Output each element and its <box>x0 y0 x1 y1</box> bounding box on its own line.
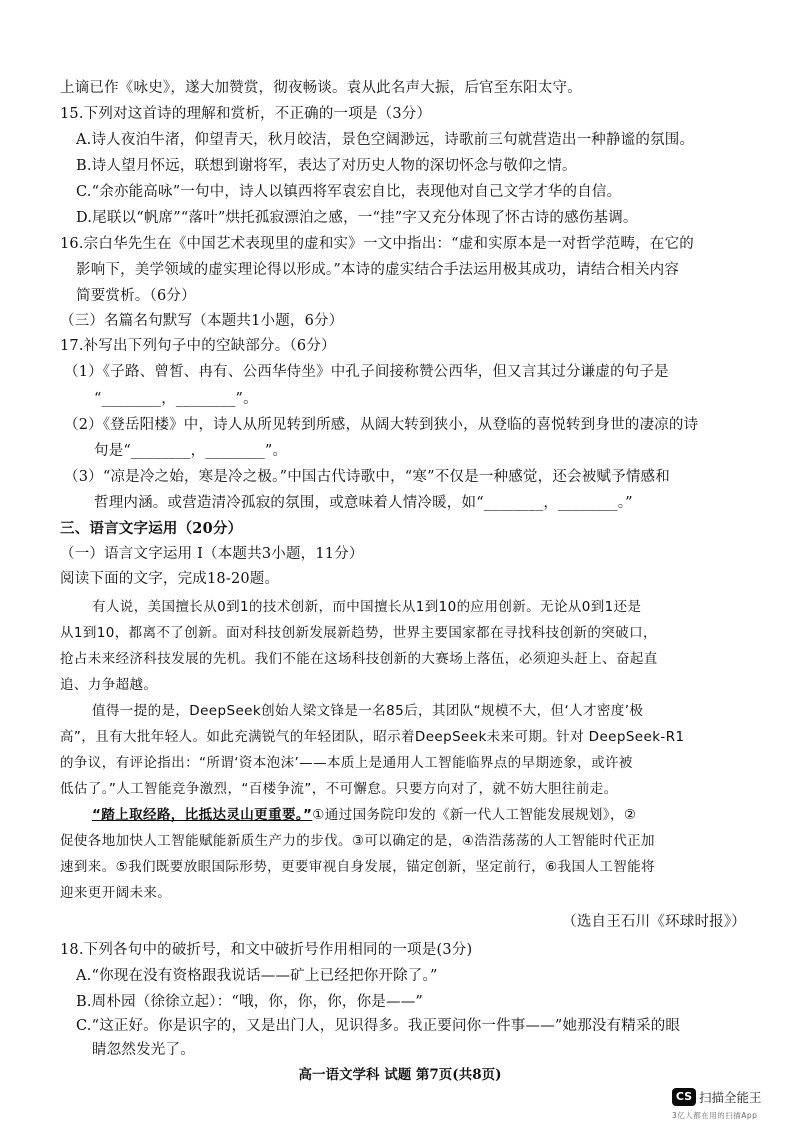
scanner-watermark <box>672 1086 784 1121</box>
passage-p3-line-1 <box>92 805 782 825</box>
q18-option-a: A.“你现在没有资格跟我说话——矿上已经把你开除了。” <box>76 968 438 984</box>
passage-note: 上谪已作《咏史》，遂大加赞赏，彻夜畅谈。袁从此名声大振，后官至东阳太守。 <box>60 80 582 96</box>
passage-p2-line-4: 低估了。”人工智能竞争激烈，“百楼争流”，不可懈怠。只要方向对了，就不妨大胆往前走。 <box>60 781 618 797</box>
brand-tagline: 3亿人都在用的扫描App <box>672 1110 758 1120</box>
q17-item-1-blanks: “________，________”。 <box>94 391 258 407</box>
reading-instruction: 阅读下面的文字，完成18-20题。 <box>60 571 280 587</box>
underlined-quote: “踏上取经路，比抵达灵山更重要。” <box>92 807 313 823</box>
q17-item-3-blanks: 哲理内涵。或营造清冷孤寂的氛围，或意味着人情冷暖，如“________，________。” <box>94 495 633 511</box>
q15-option-b: B.诗人望月怀远，联想到谢将军，表达了对历史人物的深切怀念与敬仰之情。 <box>76 158 577 174</box>
page-footer: 高一语文学科 试题 第7页(共8页) <box>298 1067 502 1083</box>
q17-item-1: （1）《子路、曾皙、冉有、公西华侍坐》中孔子间接称赞公西华，但又言其过分谦虚的句子是 <box>64 364 669 380</box>
question-16-line-3: 简要赏析。（6分） <box>76 288 196 304</box>
q15-option-a: A.诗人夜泊牛渚，仰望青天，秋月皎洁，景色空阔渺远，诗歌前三句就营造出一种静谧的氛围。 <box>76 132 695 148</box>
passage-p1-line-4: 追、力争超越。 <box>60 677 158 693</box>
brand-name: 扫描全能王 <box>699 1089 762 1105</box>
q17-item-2: （2）《登岳阳楼》中，诗人从所见转到所感，从阔大转到狭小，从登临的喜悦转到身世的凄凉的诗 <box>64 417 699 433</box>
question-17-stem: 17.补写出下列句子中的空缺部分。（6分） <box>60 338 336 354</box>
passage-p2-line-1: 值得一提的是，DeepSeek创始人梁文锋是一名85后，其团队“规模不大，但‘人才密度’极 <box>92 703 644 719</box>
passage-p2-line-2: 高”，且有大批年轻人。如此充满锐气的年轻团队，昭示着DeepSeek未来可期。针对 DeepSeek-R1 <box>60 729 685 745</box>
passage-source: （选自王石川《环球时报》） <box>562 914 746 930</box>
question-15-stem: 15.下列对这首诗的理解和赏析，不正确的一项是（3分） <box>60 106 432 122</box>
q15-option-c: C.“余亦能高咏”一句中，诗人以镇西将军袁宏自比，表现他对自己文学才华的自信。 <box>76 184 622 200</box>
q17-item-3: （3）“凉是冷之始，寒是冷之极。”中国古代诗歌中，“寒”不仅是一种感觉，还会被赋予情感和 <box>64 469 670 485</box>
passage-p3-line-3: 速到来。⑤我们既要放眼国际形势，更要审视自身发展，锚定创新，坚定前行，⑥我国人工智能将 <box>60 859 655 875</box>
passage-p1-line-1: 有人说，美国擅长从0到1的技术创新，而中国擅长从1到10的应用创新。无论从0到1还是 <box>92 599 642 615</box>
passage-p3-line-2: 促使各地加快人工智能赋能新质生产力的步伐。③可以确定的是，④浩浩荡荡的人工智能时代正加 <box>60 833 655 849</box>
passage-p1-line-2: 从1到10，都离不了创新。面对科技创新发展新趋势，世界主要国家都在寻找科技创新的突破口， <box>60 625 657 641</box>
passage-p3-line-4: 迎来更开阔未来。 <box>60 885 172 901</box>
q18-option-c-line-2: 睛忽然发光了。 <box>92 1042 195 1058</box>
passage-p2-line-3: 的争议，有评论指出：“所谓‘资本泡沫’——本质上是通用人工智能临界点的早期迹象，或许被 <box>60 755 633 771</box>
passage-p1-line-3: 抢占未来经济科技发展的先机。我们不能在这场科技创新的大赛场上落伍，必须迎头赶上、奋起直 <box>60 651 658 667</box>
subsection-heading: （一）语言文字运用 I（本题共3小题，11分） <box>60 546 364 562</box>
q15-option-d: D.尾联以“帆席”“落叶”烘托孤寂漂泊之感，一“挂”字又充分体现了怀古诗的感伤基调。 <box>76 210 638 226</box>
camscanner-logo-icon: CS <box>672 1088 696 1106</box>
q17-item-2-blanks: 句是“________，________”。 <box>94 443 288 459</box>
q18-option-b: B.周朴园（徐徐立起）：“哦，你，你，你，你是——” <box>76 994 424 1010</box>
section-heading-recitation: （三）名篇名句默写（本题共1小题，6分） <box>60 313 344 329</box>
q18-option-c: C.“这正好。你是识字的，又是出门人，见识得多。我正要问你一件事——”她那没有精采的眼 <box>76 1018 681 1034</box>
question-16-stem: 16.宗白华先生在《中国艺术表现里的虚和实》一文中指出：“虚和实原本是一对哲学范畴，在它的 <box>60 236 694 252</box>
question-16-line-2: 影响下，美学领域的虚实理论得以形成。”本诗的虚实结合手法运用极其成功，请结合相关内容 <box>76 262 680 278</box>
passage-p3-line-1-rest: ①通过国务院印发的《新一代人工智能发展规划》，② <box>312 807 637 823</box>
question-18-stem: 18.下列各句中的破折号，和文中破折号作用相同的一项是(3分) <box>60 942 473 958</box>
section-heading-language: 三、语言文字运用（20分） <box>60 520 243 537</box>
